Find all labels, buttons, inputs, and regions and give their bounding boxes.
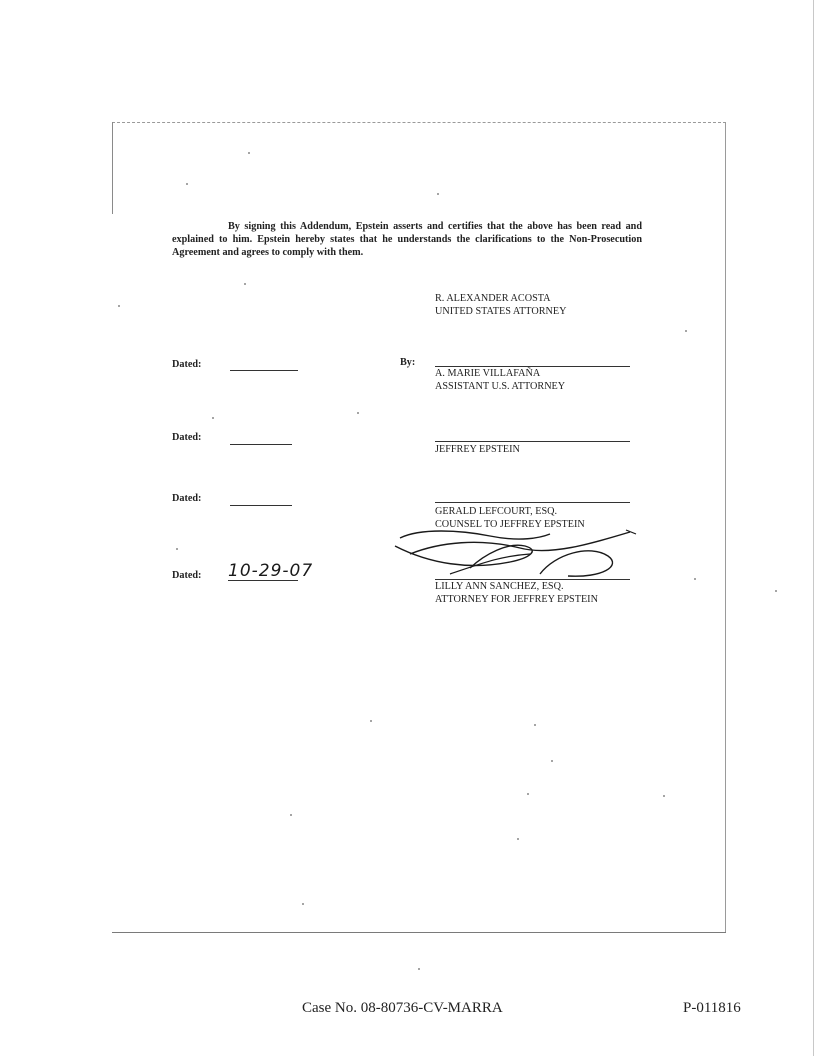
dated-label: Dated: [172,432,202,443]
scan-speck [186,183,188,185]
scan-speck [663,795,665,797]
handwritten-date: 10-29-07 [228,561,314,581]
signatory-title: ASSISTANT U.S. ATTORNEY [435,380,566,392]
signature-line [435,502,630,503]
scan-speck [685,330,687,332]
date-line [230,370,298,371]
dated-label: Dated: [172,493,202,504]
scan-speck [176,548,178,550]
scan-border-left [112,122,113,214]
addendum-paragraph [172,220,642,259]
signature-line [435,366,630,367]
signature-line [435,579,630,580]
signatory-block-epstein [435,444,520,457]
scan-speck [551,760,553,762]
us-attorney-block [435,293,566,318]
signature-scribble [390,524,650,584]
signatory-name: JEFFREY EPSTEIN [435,444,520,455]
dated-label: Dated: [172,359,202,370]
scan-speck [290,814,292,816]
scan-speck [212,417,214,419]
signatory-block-villafana [435,368,565,393]
addendum-paragraph-text: By signing this Addendum, Epstein asserts and certifies that the above has been read and explained to him. Epstein hereby states that he understands the clarifications to the Non-Prosecution Agreement and agrees to comply with them. [172,221,642,258]
scan-speck [357,412,359,414]
signatory-name: LILLY ANN SANCHEZ, ESQ. [435,581,564,592]
dated-label: Dated: [172,570,202,581]
scan-border-right [725,122,726,932]
date-line [228,580,298,581]
bates-number: P-011816 [683,1000,741,1016]
scan-speck [534,724,536,726]
us-attorney-title: UNITED STATES ATTORNEY [435,305,567,317]
signatory-block-sanchez [435,581,598,606]
scan-speck [517,838,519,840]
signatory-title: ATTORNEY FOR JEFFREY EPSTEIN [435,593,598,605]
case-number: Case No. 08-80736-CV-MARRA [302,1000,503,1016]
signature-line [435,441,630,442]
scan-speck [248,152,250,154]
scan-speck [437,193,439,195]
date-line [230,505,292,506]
us-attorney-name: R. ALEXANDER ACOSTA [435,293,551,304]
date-line [230,444,292,445]
scan-speck [302,903,304,905]
scan-speck [244,283,246,285]
scan-speck [775,590,777,592]
by-label: By: [400,357,416,368]
scan-speck [694,578,696,580]
scan-speck [527,793,529,795]
scan-speck [370,720,372,722]
signatory-name: A. MARIE VILLAFAÑA [435,368,541,379]
scan-border-top [112,122,726,123]
scan-speck [418,968,420,970]
signatory-title: COUNSEL TO JEFFREY EPSTEIN [435,518,585,530]
scan-speck [118,305,120,307]
scan-border-bottom [112,932,726,933]
signatory-name: GERALD LEFCOURT, ESQ. [435,506,558,517]
page-edge [813,0,814,1056]
